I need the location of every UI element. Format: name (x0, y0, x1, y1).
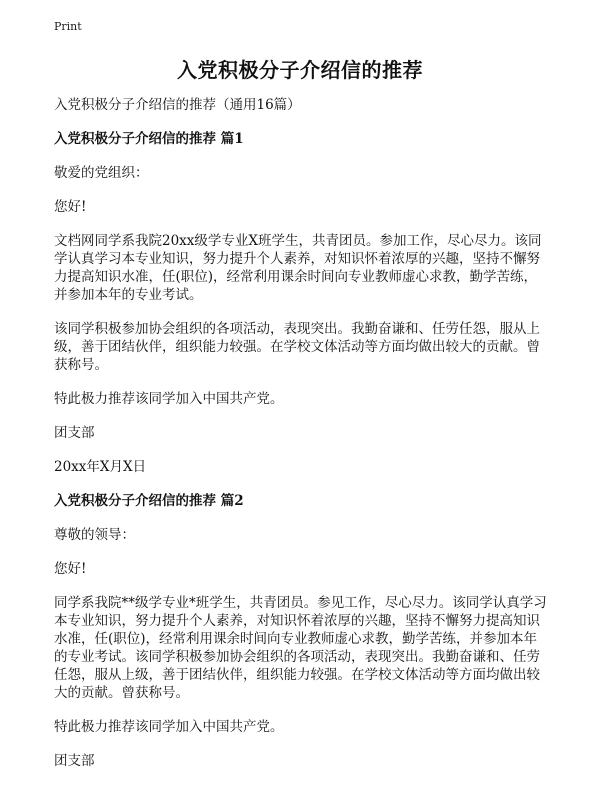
page-title: 入党积极分子介绍信的推荐 (177, 58, 423, 82)
article-heading: 入党积极分子介绍信的推荐 篇1 (54, 131, 244, 147)
document-subtitle: 入党积极分子介绍信的推荐（通用16篇） (54, 97, 301, 113)
salutation: 尊敬的领导： (54, 527, 135, 543)
body-paragraph: 同学系我院**级学专业*班学生，共青团员。参见工作，尽心尽力。该同学认真学习本专业知识，努力提升个人素养，对知识怀着浓厚的兴趣，坚持不懈努力提高知识水准，任(职位)，经常利用课余时间向专业教师虚心求教，勤学苦练，并参加本年的专业考试。该同学积极参加协会组织的各项活动，表现突出。我勤奋谦和、任劳任怨，服从上级，善于团结伙伴，组织能力较强。在学校文体活动等方面均做出较大的贡献。曾获称号。 (54, 595, 547, 701)
article-heading: 入党积极分子介绍信的推荐 篇2 (54, 493, 244, 509)
greeting: 您好! (54, 561, 87, 577)
recommendation-line: 特此极力推荐该同学加入中国共产党。 (54, 719, 284, 735)
signature: 团支部 (54, 753, 95, 769)
print-link[interactable]: Print (54, 20, 82, 33)
body-paragraph: 文档网同学系我院20xx级学专业X班学生，共青团员。参加工作，尽心尽力。该同学认真学习本专业知识，努力提升个人素养，对知识怀着浓厚的兴趣，坚持不懈努力提高知识水准，任(职位)，经常利用课余时间向专业教师虚心求教，勤学苦练，并参加本年的专业考试。 (54, 233, 542, 303)
recommendation-line: 特此极力推荐该同学加入中国共产党。 (54, 391, 284, 407)
greeting: 您好! (54, 199, 87, 215)
document-body (54, 96, 548, 786)
signature: 团支部 (54, 425, 95, 441)
salutation: 敬爱的党组织： (54, 165, 149, 181)
body-paragraph: 该同学积极参加协会组织的各项活动，表现突出。我勤奋谦和、任劳任怨，服从上级，善于团结伙伴，组织能力较强。在学校文体活动等方面均做出较大的贡献。曾获称号。 (54, 321, 540, 373)
date-line: 20xx年X月X日 (54, 459, 147, 475)
